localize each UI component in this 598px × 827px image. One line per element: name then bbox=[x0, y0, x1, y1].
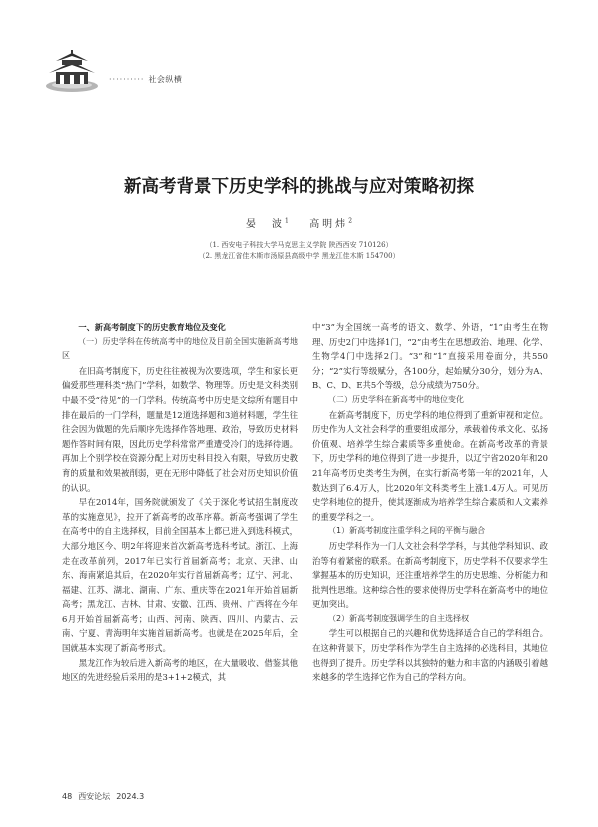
author-2: 高明炜 bbox=[309, 219, 349, 230]
section-label-text: 社会纵横 bbox=[148, 75, 183, 84]
affiliation-2: （2. 黑龙江省佳木斯市汤原县高级中学 黑龙江佳木斯 154700） bbox=[198, 251, 400, 260]
affiliation-1: （1. 西安电子科技大学马克思主义学院 陕西西安 710126） bbox=[205, 241, 393, 249]
article-title: 新高考背景下历史学科的挑战与应对策略初探 bbox=[124, 177, 474, 197]
author-2-sup: 2 bbox=[348, 217, 353, 225]
pavilion-logo-icon bbox=[44, 50, 100, 94]
authors bbox=[0, 215, 598, 230]
page-number: 48 bbox=[62, 792, 73, 801]
body-paragraph: 学生可以根据自己的兴趣和优势选择适合自己的学科组合。在这种背景下，历史学科作为学生自主选择的必选科目，其地位也得到了提升。历史学科以其独特的魅力和丰富的内涵吸引着越来越多的学生选择它作为自己的学科方向。 bbox=[312, 628, 548, 683]
page-footer bbox=[62, 791, 150, 802]
subsection-heading: （二）历史学科在新高考中的地位变化 bbox=[328, 394, 464, 404]
body-paragraph: 在旧高考制度下，历史往往被视为次要选项，学生和家长更偏爱那些理科类“热门”学科，如数学、物理等。历史是文科类别中最不受“待见”的一门学科。传统高考中历史是文综所有题目中排在最后的一门学科，题量是12道选择题和3道材料题，学生往往会因为做题的先后顺序先选择作答地理、政治，导致历史材料题作答时间有限，因此历史学科常常严重遭受冷门的选择待遇。再加上个别学校在资源分配上对历史科目投入有限，导致历史教育的质量和效果被削弱，更在无形中降低了社会对历史知识价值的认识。 bbox=[62, 365, 298, 493]
section-label-dots: ·········· bbox=[109, 75, 145, 84]
body-paragraph: 历史学科作为一门人文社会科学学科，与其他学科知识、政治等有着紧密的联系。在新高考制度下，历史学科不仅要求学生掌握基本的历史知识，还注重培养学生的历史思维、分析能力和批判性思维。这种综合性的要求使得历史学科在新高考中的地位更加突出。 bbox=[312, 540, 548, 610]
body-paragraph: 早在2014年，国务院就颁发了《关于深化考试招生制度改革的实施意见》，拉开了新高考的改革序幕。新高考强调了学生在高考中的自主选择权，目前全国基本上都已进入到选科模式，大部分地区今、明2年将迎来首次新高考选科考试。浙江、上海走在改革前列，2017年已实行首届新高考；北京、天津、山东、海南紧追其后，在2020年实行首届新高考；辽宁、河北、福建、江苏、湖北、湖南、广东、重庆等在2021年开始首届新高考；黑龙江、吉林、甘肃、安徽、江西、贵州、广西将在今年6月开始首届新高考；山西、河南、陕西、四川、内蒙古、云南、宁夏、青海明年实施首届新高考。也就是在2025年后，全国就基本实现了新高考形式。 bbox=[62, 497, 298, 654]
section-label bbox=[109, 74, 182, 85]
author-1: 晏 波 bbox=[245, 219, 285, 230]
journal-name: 西安论坛 bbox=[78, 792, 111, 801]
issue-number: 2024.3 bbox=[116, 792, 145, 801]
point-heading: （2）新高考制度强调学生的自主选择权 bbox=[328, 613, 470, 623]
section-heading: 一、新高考制度下的历史教育地位及变化 bbox=[78, 322, 226, 332]
subsection-heading: （一）历史学科在传统高考中的地位及目前全国实施新高考地区 bbox=[62, 336, 298, 361]
body-paragraph: 中“3”为全国统一高考的语文、数学、外语，“1”由考生在物理、历史2门中选择1门，“2”由考生在思想政治、地理、化学、生物学4门中选择2门。“3”和“1”直接采用卷面分，共550分；“2”实行等级赋分，各100分，起始赋分30分，划分为A、B、C、D、E共5个等级，总分成绩为750分。 bbox=[312, 322, 548, 391]
body-paragraph: 黑龙江作为较后进入新高考的地区，在大量吸收、借鉴其他地区的先进经验后采用的是3+1+2模式，其 bbox=[62, 657, 298, 683]
point-heading: （1）新高考制度注重学科之间的平衡与融合 bbox=[328, 526, 486, 536]
right-column bbox=[312, 320, 548, 685]
left-column bbox=[62, 320, 298, 685]
affiliations bbox=[0, 240, 598, 261]
author-1-sup: 1 bbox=[284, 217, 289, 225]
body-paragraph: 在新高考制度下，历史学科的地位得到了重新审视和定位。历史作为人文社会科学的重要组成部分，承载着传承文化、弘扬价值观、培养学生综合素质等多重使命。在新高考改革的背景下，历史学科的地位得到了进一步提升，以辽宁省2020年和2021年高考历史类考生为例，在实行新高考第一年的2021年，人数达到了6.4万人，比2020年文科类考生上涨1.4万人。可见历史学科地位的提升，使其逐渐成为培养学生综合素质和人文素养的重要学科之一。 bbox=[312, 409, 548, 522]
